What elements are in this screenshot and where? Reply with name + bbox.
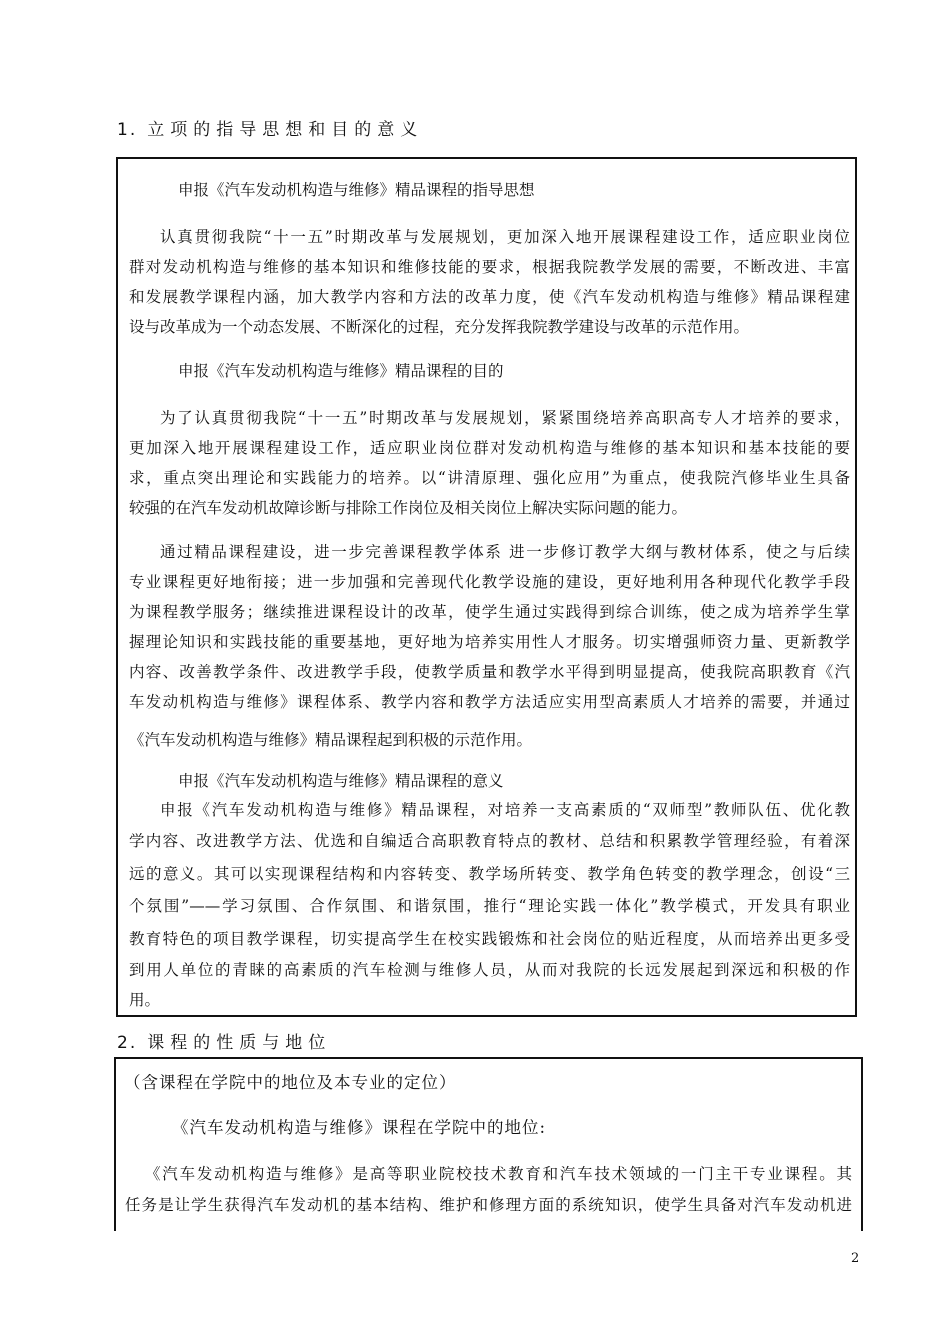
- subheading-guiding-ideology: 申报《汽车发动机构造与维修》精品课程的指导思想: [178, 181, 535, 199]
- paragraph-line: 通过精品课程建设，进一步完善课程教学体系 进一步修订教学大纲与教材体系，使之与后续: [160, 543, 850, 561]
- section-1-number: 1.: [117, 120, 138, 140]
- paragraph-line: 远的意义。其可以实现课程结构和内容转变、教学场所转变、教学角色转变的教学理念，创设“三: [129, 865, 850, 883]
- paragraph-line: 申报《汽车发动机构造与维修》精品课程，对培养一支高素质的“双师型”教师队伍、优化教: [160, 801, 850, 819]
- paragraph-line: 设与改革成为一个动态发展、不断深化的过程，充分发挥我院教学建设与改革的示范作用。: [129, 318, 750, 336]
- paragraph-line: 任务是让学生获得汽车发动机的基本结构、维护和修理方面的系统知识，使学生具备对汽车发动机进: [125, 1196, 852, 1214]
- paragraph-line: 和发展教学课程内涵，加大教学内容和方法的改革力度，使《汽车发动机构造与维修》精品课程建: [129, 288, 850, 306]
- paragraph-line: 用。: [129, 991, 161, 1009]
- paragraph-line: 学内容、改进教学方法、优选和自编适合高职教育特点的教材、总结和积累教学管理经验，有着深: [129, 832, 850, 850]
- paragraph-line: 《汽车发动机构造与维修》是高等职业院校技术教育和汽车技术领域的一门主干专业课程。其: [145, 1165, 852, 1183]
- paragraph-line: 为课程教学服务；继续推进课程设计的改革，使学生通过实践得到综合训练，使之成为培养学生掌: [129, 603, 850, 621]
- paragraph-line: 教育特色的项目教学课程，切实提高学生在校实践锻炼和社会岗位的贴近程度，从而培养出更多受: [129, 930, 850, 948]
- section-1-title: 立项的指导思想和目的意义: [147, 120, 424, 140]
- page-number: 2: [851, 1251, 860, 1266]
- section-2-title: 课程的性质与地位: [147, 1033, 332, 1053]
- paragraph-line: 内容、改善教学条件、改进教学手段，使教学质量和教学水平得到明显提高，使我院高职教育《汽: [129, 663, 850, 681]
- paragraph-line: 认真贯彻我院“十一五”时期改革与发展规划，更加深入地开展课程建设工作，适应职业岗位: [160, 228, 850, 246]
- subheading-purpose: 申报《汽车发动机构造与维修》精品课程的目的: [178, 362, 504, 380]
- paragraph-line: 为了认真贯彻我院“十一五”时期改革与发展规划，紧紧围绕培养高职高专人才培养的要求，: [160, 409, 850, 427]
- paragraph-line: 求，重点突出理论和实践能力的培养。以“讲清原理、强化应用”为重点，使我院汽修毕业生具备: [129, 469, 850, 487]
- paragraph-line: 群对发动机构造与维修的基本知识和维修技能的要求，根据我院教学发展的需要，不断改进、丰富: [129, 258, 850, 276]
- section-2-note: （含课程在学院中的地位及本专业的定位）: [124, 1073, 457, 1092]
- paragraph-line: 《汽车发动机构造与维修》精品课程起到积极的示范作用。: [129, 731, 533, 749]
- subheading-significance: 申报《汽车发动机构造与维修》精品课程的意义: [178, 772, 504, 790]
- section-2-subheading: 《汽车发动机构造与维修》课程在学院中的地位:: [172, 1118, 547, 1137]
- paragraph-line: 车发动机构造与维修》课程体系、教学内容和教学方法适应实用型高素质人才培养的需要，并通过: [129, 693, 850, 711]
- section-2-heading: [117, 1028, 331, 1053]
- paragraph-line: 个氛围”——学习氛围、合作氛围、和谐氛围，推行“理论实践一体化”教学模式，开发具有职业: [129, 897, 850, 915]
- paragraph-line: 到用人单位的青睐的高素质的汽车检测与维修人员，从而对我院的长远发展起到深远和积极的作: [129, 961, 850, 979]
- paragraph-line: 握理论知识和实践技能的重要基地，更好地为培养实用性人才服务。切实增强师资力量、更新教学: [129, 633, 850, 651]
- section-1-heading: [117, 115, 423, 140]
- section-2-number: 2.: [117, 1033, 138, 1053]
- paragraph-line: 专业课程更好地衔接；进一步加强和完善现代化教学设施的建设，更好地利用各种现代化教学手段: [129, 573, 850, 591]
- paragraph-line: 更加深入地开展课程建设工作，适应职业岗位群对发动机构造与维修的基本知识和基本技能的要: [129, 439, 850, 457]
- paragraph-line: 较强的在汽车发动机故障诊断与排除工作岗位及相关岗位上解决实际问题的能力。: [129, 499, 688, 517]
